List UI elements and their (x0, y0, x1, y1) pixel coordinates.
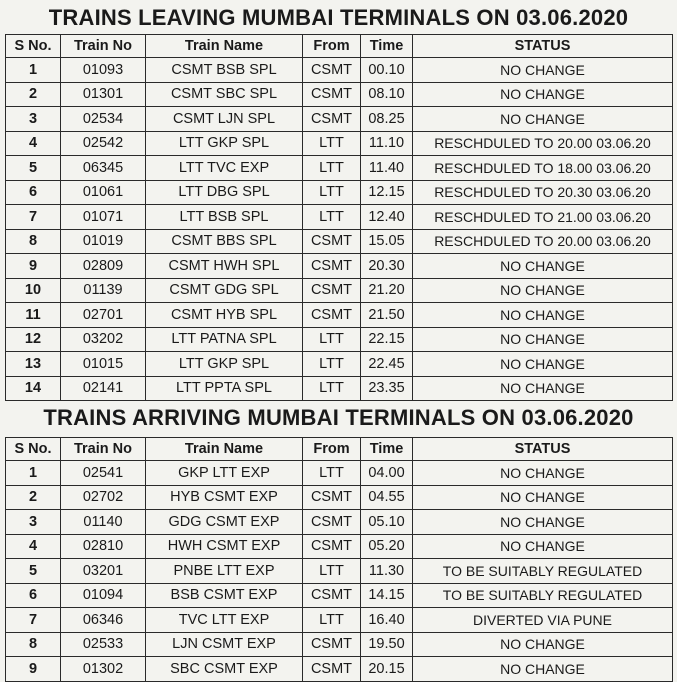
cell-time: 16.40 (361, 608, 413, 633)
cell-sno: 11 (6, 303, 61, 328)
cell-status: DIVERTED VIA PUNE (413, 608, 673, 633)
cell-train-no: 01071 (61, 205, 146, 230)
cell-from: LTT (303, 327, 361, 352)
cell-sno: 3 (6, 107, 61, 132)
cell-train-name: LTT DBG SPL (146, 180, 303, 205)
cell-train-no: 02542 (61, 131, 146, 156)
cell-status: NO CHANGE (413, 107, 673, 132)
cell-time: 11.10 (361, 131, 413, 156)
cell-time: 23.35 (361, 376, 413, 401)
cell-train-name: GDG CSMT EXP (146, 510, 303, 535)
cell-train-name: CSMT HYB SPL (146, 303, 303, 328)
cell-from: CSMT (303, 229, 361, 254)
cell-sno: 8 (6, 229, 61, 254)
cell-status: NO CHANGE (413, 278, 673, 303)
table-row (6, 107, 673, 132)
cell-sno: 7 (6, 205, 61, 230)
cell-sno: 2 (6, 485, 61, 510)
cell-sno: 4 (6, 131, 61, 156)
cell-from: CSMT (303, 485, 361, 510)
table-row (6, 534, 673, 559)
cell-status: TO BE SUITABLY REGULATED (413, 559, 673, 584)
table-row (6, 510, 673, 535)
cell-status: RESCHDULED TO 18.00 03.06.20 (413, 156, 673, 181)
cell-train-no: 01302 (61, 657, 146, 682)
header-sno: S No. (6, 35, 61, 58)
cell-from: LTT (303, 461, 361, 486)
cell-status: NO CHANGE (413, 376, 673, 401)
cell-time: 21.20 (361, 278, 413, 303)
cell-train-no: 01301 (61, 82, 146, 107)
cell-train-no: 01093 (61, 58, 146, 83)
cell-train-no: 02810 (61, 534, 146, 559)
cell-time: 22.15 (361, 327, 413, 352)
arriving-table (5, 437, 673, 682)
cell-time: 05.10 (361, 510, 413, 535)
cell-time: 14.15 (361, 583, 413, 608)
cell-sno: 1 (6, 461, 61, 486)
header-train-name: Train Name (146, 35, 303, 58)
cell-train-name: LTT PATNA SPL (146, 327, 303, 352)
table-row (6, 559, 673, 584)
cell-train-no: 02702 (61, 485, 146, 510)
cell-status: RESCHDULED TO 20.00 03.06.20 (413, 131, 673, 156)
cell-train-name: LTT GKP SPL (146, 352, 303, 377)
cell-train-name: CSMT LJN SPL (146, 107, 303, 132)
cell-status: NO CHANGE (413, 534, 673, 559)
cell-from: CSMT (303, 82, 361, 107)
cell-status: NO CHANGE (413, 58, 673, 83)
cell-sno: 6 (6, 180, 61, 205)
cell-from: CSMT (303, 534, 361, 559)
cell-time: 22.45 (361, 352, 413, 377)
cell-sno: 2 (6, 82, 61, 107)
cell-train-name: CSMT BBS SPL (146, 229, 303, 254)
cell-sno: 1 (6, 58, 61, 83)
header-time: Time (361, 438, 413, 461)
cell-train-no: 03202 (61, 327, 146, 352)
table-row (6, 229, 673, 254)
cell-train-name: LTT GKP SPL (146, 131, 303, 156)
cell-train-name: CSMT SBC SPL (146, 82, 303, 107)
table-row (6, 131, 673, 156)
cell-sno: 5 (6, 559, 61, 584)
cell-sno: 3 (6, 510, 61, 535)
cell-status: RESCHDULED TO 20.00 03.06.20 (413, 229, 673, 254)
cell-sno: 13 (6, 352, 61, 377)
table-row (6, 461, 673, 486)
table-row (6, 632, 673, 657)
cell-train-no: 01094 (61, 583, 146, 608)
cell-status: NO CHANGE (413, 82, 673, 107)
cell-status: NO CHANGE (413, 254, 673, 279)
table-row (6, 485, 673, 510)
cell-train-name: CSMT GDG SPL (146, 278, 303, 303)
cell-train-name: HWH CSMT EXP (146, 534, 303, 559)
cell-train-no: 01140 (61, 510, 146, 535)
cell-train-name: SBC CSMT EXP (146, 657, 303, 682)
header-train-no: Train No (61, 35, 146, 58)
cell-time: 04.00 (361, 461, 413, 486)
cell-time: 12.40 (361, 205, 413, 230)
cell-train-name: GKP LTT EXP (146, 461, 303, 486)
cell-train-no: 01015 (61, 352, 146, 377)
table-row (6, 327, 673, 352)
cell-time: 11.40 (361, 156, 413, 181)
cell-sno: 10 (6, 278, 61, 303)
header-train-no: Train No (61, 438, 146, 461)
cell-train-name: LTT BSB SPL (146, 205, 303, 230)
cell-from: CSMT (303, 58, 361, 83)
cell-train-no: 02809 (61, 254, 146, 279)
cell-time: 08.10 (361, 82, 413, 107)
header-from: From (303, 438, 361, 461)
table-row (6, 583, 673, 608)
cell-status: NO CHANGE (413, 657, 673, 682)
cell-time: 20.30 (361, 254, 413, 279)
cell-sno: 4 (6, 534, 61, 559)
cell-train-no: 02541 (61, 461, 146, 486)
cell-status: NO CHANGE (413, 352, 673, 377)
cell-status: NO CHANGE (413, 303, 673, 328)
cell-train-name: BSB CSMT EXP (146, 583, 303, 608)
cell-train-name: TVC LTT EXP (146, 608, 303, 633)
cell-from: LTT (303, 156, 361, 181)
table-row (6, 376, 673, 401)
cell-from: LTT (303, 352, 361, 377)
cell-from: CSMT (303, 107, 361, 132)
table-row (6, 303, 673, 328)
cell-train-no: 02701 (61, 303, 146, 328)
cell-from: CSMT (303, 510, 361, 535)
cell-sno: 5 (6, 156, 61, 181)
leaving-title: TRAINS LEAVING MUMBAI TERMINALS ON 03.06.2020 (48, 5, 629, 30)
cell-status: NO CHANGE (413, 485, 673, 510)
cell-train-no: 01019 (61, 229, 146, 254)
cell-train-no: 02533 (61, 632, 146, 657)
cell-train-name: CSMT BSB SPL (146, 58, 303, 83)
cell-sno: 9 (6, 254, 61, 279)
table-row (6, 608, 673, 633)
cell-from: LTT (303, 131, 361, 156)
cell-train-name: LJN CSMT EXP (146, 632, 303, 657)
cell-time: 21.50 (361, 303, 413, 328)
cell-status: TO BE SUITABLY REGULATED (413, 583, 673, 608)
cell-sno: 6 (6, 583, 61, 608)
leaving-table (5, 34, 673, 401)
header-sno: S No. (6, 438, 61, 461)
cell-train-name: CSMT HWH SPL (146, 254, 303, 279)
cell-from: LTT (303, 205, 361, 230)
cell-train-no: 02534 (61, 107, 146, 132)
cell-train-no: 02141 (61, 376, 146, 401)
leaving-header-row (6, 35, 673, 58)
cell-time: 00.10 (361, 58, 413, 83)
cell-sno: 14 (6, 376, 61, 401)
table-row (6, 58, 673, 83)
cell-time: 11.30 (361, 559, 413, 584)
header-time: Time (361, 35, 413, 58)
cell-from: LTT (303, 608, 361, 633)
cell-sno: 7 (6, 608, 61, 633)
table-row (6, 278, 673, 303)
arriving-title: TRAINS ARRIVING MUMBAI TERMINALS ON 03.06.2020 (43, 405, 634, 430)
cell-from: LTT (303, 180, 361, 205)
table-row (6, 156, 673, 181)
cell-from: CSMT (303, 278, 361, 303)
cell-train-name: PNBE LTT EXP (146, 559, 303, 584)
cell-from: CSMT (303, 583, 361, 608)
cell-train-name: HYB CSMT EXP (146, 485, 303, 510)
cell-status: NO CHANGE (413, 632, 673, 657)
header-from: From (303, 35, 361, 58)
cell-time: 19.50 (361, 632, 413, 657)
cell-time: 04.55 (361, 485, 413, 510)
cell-train-no: 01139 (61, 278, 146, 303)
table-row (6, 254, 673, 279)
table-row (6, 82, 673, 107)
table-row (6, 205, 673, 230)
cell-train-no: 06346 (61, 608, 146, 633)
cell-from: LTT (303, 376, 361, 401)
cell-time: 15.05 (361, 229, 413, 254)
cell-from: CSMT (303, 657, 361, 682)
cell-train-no: 06345 (61, 156, 146, 181)
cell-time: 05.20 (361, 534, 413, 559)
cell-sno: 12 (6, 327, 61, 352)
cell-sno: 8 (6, 632, 61, 657)
arriving-header-row (6, 438, 673, 461)
cell-status: RESCHDULED TO 20.30 03.06.20 (413, 180, 673, 205)
header-train-name: Train Name (146, 438, 303, 461)
cell-time: 12.15 (361, 180, 413, 205)
cell-from: CSMT (303, 303, 361, 328)
cell-train-name: LTT TVC EXP (146, 156, 303, 181)
table-row (6, 352, 673, 377)
table-row (6, 180, 673, 205)
cell-from: CSMT (303, 254, 361, 279)
cell-from: CSMT (303, 632, 361, 657)
cell-train-no: 01061 (61, 180, 146, 205)
cell-train-no: 03201 (61, 559, 146, 584)
table-row (6, 657, 673, 682)
header-status: STATUS (413, 438, 673, 461)
cell-from: LTT (303, 559, 361, 584)
cell-sno: 9 (6, 657, 61, 682)
cell-time: 08.25 (361, 107, 413, 132)
header-status: STATUS (413, 35, 673, 58)
cell-status: RESCHDULED TO 21.00 03.06.20 (413, 205, 673, 230)
cell-status: NO CHANGE (413, 461, 673, 486)
cell-train-name: LTT PPTA SPL (146, 376, 303, 401)
cell-time: 20.15 (361, 657, 413, 682)
cell-status: NO CHANGE (413, 510, 673, 535)
cell-status: NO CHANGE (413, 327, 673, 352)
